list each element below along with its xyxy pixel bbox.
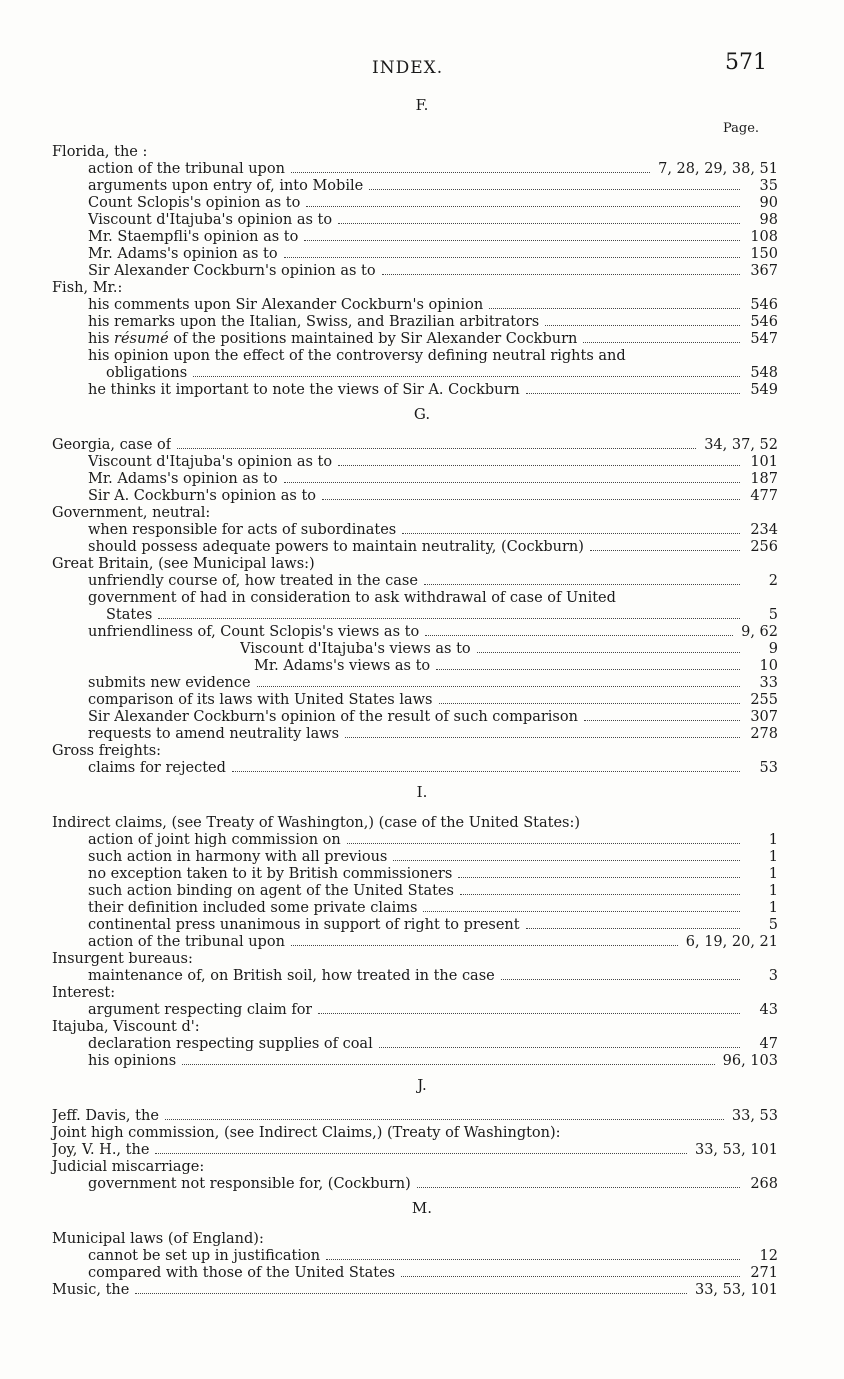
entry-heading: Itajuba, Viscount d': <box>52 1019 200 1035</box>
index-line <box>88 726 778 743</box>
index-line <box>88 522 778 539</box>
index-line <box>88 692 778 709</box>
index-line <box>88 968 778 985</box>
index-text: such action binding on agent of the United States <box>88 883 454 899</box>
page-ref: 101 <box>750 454 778 470</box>
index-text: unfriendliness of, Count Sclopis's views as to <box>88 624 420 640</box>
page-ref: 6, 19, 20, 21 <box>685 934 778 950</box>
page-ref: 187 <box>750 471 778 487</box>
entry-heading: Indirect claims, (see Treaty of Washington,) (case of the United States:) <box>52 815 581 831</box>
index-text: declaration respecting supplies of coal <box>88 1036 373 1052</box>
page-ref: 1 <box>768 900 778 916</box>
page-ref: 234 <box>750 522 778 538</box>
page-ref: 2 <box>768 573 778 589</box>
index-line <box>88 1002 778 1019</box>
index-line <box>88 883 778 900</box>
index-text-continued: obligations <box>106 365 188 381</box>
index-line <box>88 1036 778 1053</box>
index-line <box>88 573 778 590</box>
page-ref: 256 <box>750 539 778 555</box>
index-line <box>88 331 778 348</box>
page-ref: 33, 53, 101 <box>694 1282 778 1298</box>
section-letter-i: I. <box>416 783 428 801</box>
page-ref: 108 <box>750 229 778 245</box>
index-text: Mr. Staempfli's opinion as to <box>88 229 299 245</box>
index-line <box>88 900 778 917</box>
page-ref: 307 <box>750 709 778 725</box>
section-letter-j: J. <box>417 1076 427 1094</box>
entry-heading: Great Britain, (see Municipal laws:) <box>52 556 315 572</box>
index-text: such action in harmony with all previous <box>88 849 388 865</box>
page-ref: 34, 37, 52 <box>704 437 778 453</box>
page-ref: 477 <box>750 488 778 504</box>
index-text: Viscount d'Itajuba's opinion as to <box>88 454 333 470</box>
page-column-label: Page. <box>723 121 760 136</box>
page-ref: 1 <box>768 832 778 848</box>
index-text: Viscount d'Itajuba's views as to <box>240 641 471 657</box>
index-line <box>88 488 778 505</box>
entry-heading: Government, neutral: <box>52 505 211 521</box>
index-line <box>88 161 778 178</box>
index-text: no exception taken to it by British commissioners <box>88 866 453 882</box>
index-text: his opinion upon the effect of the controversy defining neutral rights and <box>88 348 626 364</box>
page-ref: 53 <box>759 760 778 776</box>
page-ref: 271 <box>750 1265 778 1281</box>
page-ref: 1 <box>768 883 778 899</box>
index-line <box>88 624 778 641</box>
page-ref: 90 <box>759 195 778 211</box>
index-text-continued: States <box>106 607 153 623</box>
index-line <box>88 1265 778 1282</box>
page-ref: 43 <box>759 1002 778 1018</box>
entry-heading: Judicial miscarriage: <box>52 1159 205 1175</box>
index-line <box>88 934 778 951</box>
index-text: claims for rejected <box>88 760 226 776</box>
index-body <box>0 96 844 1299</box>
running-title: INDEX. <box>372 58 444 78</box>
index-text: government not responsible for, (Cockburn) <box>88 1176 411 1192</box>
entry-heading: Jeff. Davis, the <box>52 1108 159 1124</box>
index-text: his opinions <box>88 1053 177 1069</box>
page-header <box>0 50 844 80</box>
index-line <box>88 229 778 246</box>
index-line <box>88 539 778 556</box>
index-text: Sir Alexander Cockburn's opinion as to <box>88 263 376 279</box>
index-text: comparison of its laws with United States laws <box>88 692 433 708</box>
page-ref: 9, 62 <box>741 624 778 640</box>
page-ref: 10 <box>759 658 778 674</box>
index-text: unfriendly course of, how treated in the case <box>88 573 418 589</box>
index-line <box>88 382 778 399</box>
index-line <box>88 917 778 934</box>
index-line <box>88 212 778 229</box>
index-text: cannot be set up in justification <box>88 1248 321 1264</box>
section-letter-g: G. <box>413 405 431 423</box>
page-ref: 98 <box>759 212 778 228</box>
index-line <box>52 1108 778 1125</box>
page-ref: 268 <box>750 1176 778 1192</box>
page-ref: 1 <box>768 849 778 865</box>
index-line <box>88 760 778 777</box>
index-line <box>88 314 778 331</box>
page-ref: 5 <box>768 607 778 623</box>
index-line <box>88 866 778 883</box>
page-ref: 9 <box>768 641 778 657</box>
page-ref: 547 <box>750 331 778 347</box>
index-line <box>88 675 778 692</box>
page-ref: 47 <box>759 1036 778 1052</box>
index-text: maintenance of, on British soil, how treated in the case <box>88 968 495 984</box>
entry-heading: Gross freights: <box>52 743 162 759</box>
page-ref: 7, 28, 29, 38, 51 <box>658 161 778 177</box>
index-line <box>88 454 778 471</box>
page-ref: 3 <box>768 968 778 984</box>
page-ref: 33 <box>759 675 778 691</box>
index-text: Sir Alexander Cockburn's opinion of the result of such comparison <box>88 709 578 725</box>
page-ref: 33, 53, 101 <box>694 1142 778 1158</box>
index-text: action of the tribunal upon <box>88 161 285 177</box>
index-text: action of the tribunal upon <box>88 934 285 950</box>
index-line <box>106 365 778 382</box>
index-line <box>88 195 778 212</box>
index-line <box>88 471 778 488</box>
index-line <box>106 607 778 624</box>
page-ref: 546 <box>750 314 778 330</box>
entry-heading: Georgia, case of <box>52 437 172 453</box>
index-line <box>52 1142 778 1159</box>
section-letter-f: F. <box>415 96 429 114</box>
index-line <box>88 709 778 726</box>
index-text: Mr. Adams's opinion as to <box>88 246 278 262</box>
entry-heading: Joint high commission, (see Indirect Claims,) (Treaty of Washington): <box>52 1125 561 1141</box>
page-ref: 5 <box>768 917 778 933</box>
index-text: arguments upon entry of, into Mobile <box>88 178 364 194</box>
index-line <box>88 832 778 849</box>
entry-heading: Joy, V. H., the <box>52 1142 150 1158</box>
page-ref: 546 <box>750 297 778 313</box>
index-text: Mr. Adams's views as to <box>254 658 431 674</box>
index-text: should possess adequate powers to maintain neutrality, (Cockburn) <box>88 539 584 555</box>
entry-heading: Interest: <box>52 985 116 1001</box>
index-text: requests to amend neutrality laws <box>88 726 340 742</box>
entry-heading: Fish, Mr.: <box>52 280 123 296</box>
index-line <box>88 1248 778 1265</box>
index-line <box>88 849 778 866</box>
italic-resume: résumé <box>114 331 169 347</box>
page-number: 571 <box>725 50 767 75</box>
index-line <box>52 437 778 454</box>
page-ref: 549 <box>750 382 778 398</box>
index-text: Mr. Adams's opinion as to <box>88 471 278 487</box>
page-ref: 35 <box>759 178 778 194</box>
index-line <box>88 1053 778 1070</box>
index-text: Sir A. Cockburn's opinion as to <box>88 488 317 504</box>
page-ref: 33, 53 <box>731 1108 778 1124</box>
index-line <box>52 1282 778 1299</box>
index-text: compared with those of the United States <box>88 1265 396 1281</box>
index-text: their definition included some private claims <box>88 900 418 916</box>
index-text: when responsible for acts of subordinates <box>88 522 397 538</box>
page-ref: 278 <box>750 726 778 742</box>
page-ref: 96, 103 <box>722 1053 778 1069</box>
index-text: his comments upon Sir Alexander Cockburn's opinion <box>88 297 484 313</box>
index-text: Count Sclopis's opinion as to <box>88 195 301 211</box>
entry-heading: Florida, the : <box>52 144 148 160</box>
entry-heading: Music, the <box>52 1282 130 1298</box>
entry-heading: Insurgent bureaus: <box>52 951 193 967</box>
index-text: action of joint high commission on <box>88 832 341 848</box>
index-line <box>88 178 778 195</box>
page-ref: 150 <box>750 246 778 262</box>
index-line <box>88 263 778 280</box>
index-text: his résumé of the positions maintained by Sir Alexander Cockburn <box>88 331 578 347</box>
index-line <box>88 297 778 314</box>
index-text: continental press unanimous in support of right to present <box>88 917 520 933</box>
section-letter-m: M. <box>411 1199 433 1217</box>
index-line <box>88 246 778 263</box>
index-line <box>88 1176 778 1193</box>
index-text: his remarks upon the Italian, Swiss, and Brazilian arbitrators <box>88 314 540 330</box>
page-ref: 367 <box>750 263 778 279</box>
index-text: Viscount d'Itajuba's opinion as to <box>88 212 333 228</box>
page-ref: 255 <box>750 692 778 708</box>
index-text: submits new evidence <box>88 675 251 691</box>
index-text: government of had in consideration to ask withdrawal of case of United <box>88 590 616 606</box>
index-line <box>254 658 778 675</box>
entry-heading: Municipal laws (of England): <box>52 1231 264 1247</box>
index-text: he thinks it important to note the views of Sir A. Cockburn <box>88 382 520 398</box>
page-ref: 1 <box>768 866 778 882</box>
index-text: argument respecting claim for <box>88 1002 313 1018</box>
page-ref: 12 <box>759 1248 778 1264</box>
page-ref: 548 <box>750 365 778 381</box>
index-line <box>240 641 778 658</box>
